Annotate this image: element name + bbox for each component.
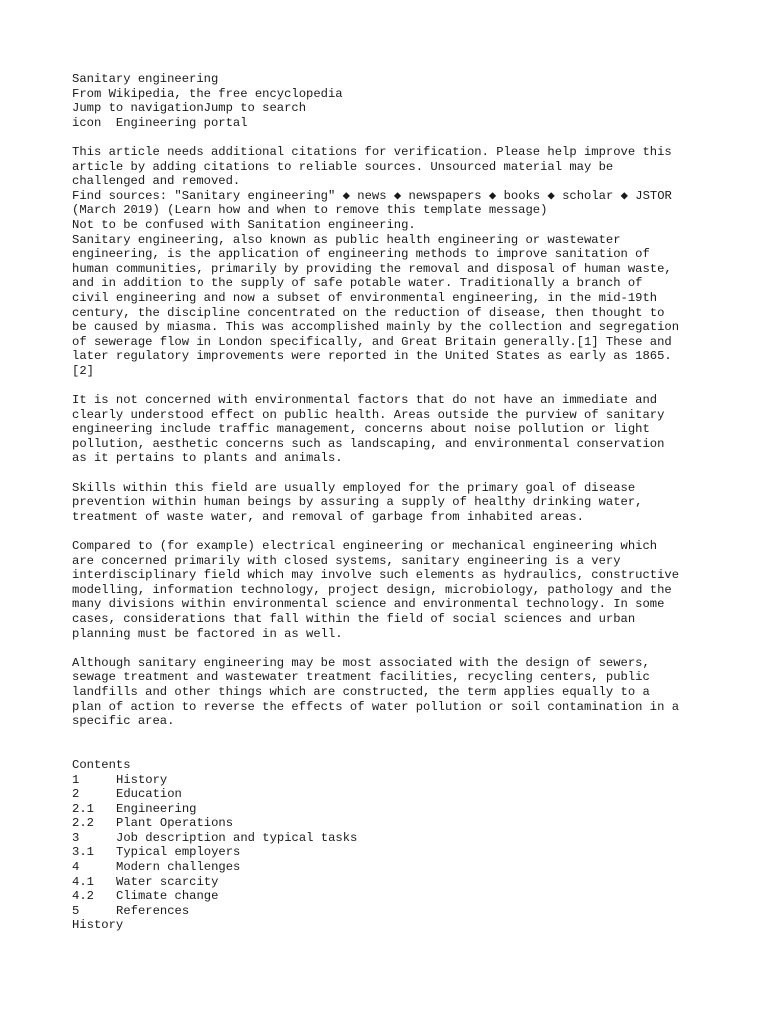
paragraph-line: Compared to (for example) electrical engineering or mechanical engineering which	[72, 539, 658, 553]
toc-label: Modern challenges	[116, 860, 241, 875]
toc-number: 4.2	[72, 889, 94, 904]
article-title: Sanitary engineering	[72, 72, 219, 86]
paragraph-line: prevention within human beings by assuring a supply of healthy drinking water,	[72, 495, 643, 510]
toc-number: 3	[72, 830, 80, 845]
paragraph-line: and in addition to the supply of safe potable water. Traditionally a branch of	[72, 276, 643, 291]
section-heading-history: History	[72, 918, 124, 933]
paragraph-comparison	[72, 539, 712, 641]
paragraph-line: treatment of waste water, and removal of garbage from inhabited areas.	[72, 509, 584, 524]
citation-notice	[72, 145, 712, 233]
toc-label: Engineering	[116, 801, 197, 816]
paragraph-line: specific area.	[72, 714, 175, 729]
toc-item[interactable]	[72, 816, 712, 831]
toc-number: 1	[72, 772, 80, 787]
toc-item[interactable]	[72, 904, 712, 919]
paragraph-line: clearly understood effect on public health. Areas outside the purview of sanitary	[72, 407, 665, 422]
paragraph-applications	[72, 656, 712, 729]
contents-heading: Contents	[72, 757, 131, 772]
paragraph-line: modelling, information technology, project design, microbiology, pathology and the	[72, 582, 672, 597]
paragraph-line: cases, considerations that fall within the field of social sciences and urban	[72, 611, 636, 626]
paragraph-line: sewage treatment and wastewater treatment facilities, recycling centers, public	[72, 670, 650, 685]
paragraph-line: engineering, is the application of engineering methods to improve sanitation of	[72, 247, 650, 262]
table-of-contents	[72, 758, 712, 919]
toc-label: Job description and typical tasks	[116, 830, 358, 845]
notice-line: This article needs additional citations for verification. Please help improve this	[72, 144, 672, 159]
toc-label: References	[116, 903, 190, 918]
hatnote: Not to be confused with Sanitation engineering.	[72, 217, 416, 232]
toc-item[interactable]	[72, 802, 712, 817]
paragraph-line: civil engineering and now a subset of environmental engineering, in the mid-19th	[72, 290, 658, 305]
toc-number: 2	[72, 787, 80, 802]
paragraph-line: Skills within this field are usually employed for the primary goal of disease	[72, 480, 636, 495]
find-sources-line: Find sources: "Sanitary engineering" ◆ news ◆ newspapers ◆ books ◆ scholar ◆ JSTOR	[72, 188, 672, 203]
spacer	[72, 524, 712, 539]
paragraph-line: engineering include traffic management, concerns about noise pollution or light	[72, 422, 650, 437]
toc-label: Education	[116, 787, 182, 802]
paragraph-line: interdisciplinary field which may involve such elements as hydraulics, constructive	[72, 568, 680, 583]
toc-item[interactable]	[72, 860, 712, 875]
toc-label: Plant Operations	[116, 816, 234, 831]
toc-number: 5	[72, 903, 80, 918]
toc-number: 2.1	[72, 801, 94, 816]
toc-label: Water scarcity	[116, 874, 219, 889]
portal-line: icon Engineering portal	[72, 115, 248, 130]
toc-label: Typical employers	[116, 845, 241, 860]
paragraph-line: Sanitary engineering, also known as public health engineering or wastewater	[72, 232, 621, 247]
paragraph-line: It is not concerned with environmental factors that do not have an immediate and	[72, 393, 658, 408]
notice-line: (March 2019) (Learn how and when to remove this template message)	[72, 203, 548, 218]
spacer	[72, 641, 712, 656]
paragraph-line: century, the discipline concentrated on the reduction of disease, then thought to	[72, 305, 665, 320]
spacer	[72, 130, 712, 145]
spacer	[72, 466, 712, 481]
toc-item[interactable]	[72, 889, 712, 904]
paragraph-line: pollution, aesthetic concerns such as landscaping, and environmental conservation	[72, 436, 665, 451]
toc-item[interactable]	[72, 831, 712, 846]
paragraph-line: planning must be factored in as well.	[72, 626, 343, 641]
spacer	[72, 729, 712, 744]
toc-number: 4	[72, 860, 80, 875]
paragraph-line: plan of action to reverse the effects of water pollution or soil contamination in a	[72, 699, 680, 714]
paragraph-line: be caused by miasma. This was accomplished mainly by the collection and segregation	[72, 320, 680, 335]
toc-label: Climate change	[116, 889, 219, 904]
toc-item[interactable]	[72, 875, 712, 890]
paragraph-skills	[72, 481, 712, 525]
paragraph-line: later regulatory improvements were reported in the United States as early as 1865.	[72, 349, 672, 364]
toc-item[interactable]	[72, 787, 712, 802]
paragraph-line: [2]	[72, 363, 94, 378]
paragraph-intro	[72, 233, 712, 379]
toc-number: 4.1	[72, 874, 94, 889]
spacer	[72, 378, 712, 393]
paragraph-line: are concerned primarily with closed systems, sanitary engineering is a very	[72, 553, 621, 568]
toc-number: 2.2	[72, 816, 94, 831]
toc-item[interactable]	[72, 845, 712, 860]
notice-line: article by adding citations to reliable sources. Unsourced material may be	[72, 159, 614, 174]
paragraph-line: human communities, primarily by providing the removal and disposal of human waste,	[72, 261, 672, 276]
toc-item[interactable]	[72, 773, 712, 788]
source-line: From Wikipedia, the free encyclopedia	[72, 86, 343, 101]
notice-line: challenged and removed.	[72, 174, 241, 189]
document-page	[72, 72, 712, 933]
jump-links: Jump to navigationJump to search	[72, 101, 307, 116]
spacer	[72, 743, 712, 758]
toc-label: History	[116, 772, 168, 787]
paragraph-line: Although sanitary engineering may be most associated with the design of sewers,	[72, 655, 650, 670]
paragraph-line: many divisions within environmental science and environmental technology. In some	[72, 597, 665, 612]
toc-number: 3.1	[72, 845, 94, 860]
paragraph-line: as it pertains to plants and animals.	[72, 451, 343, 466]
paragraph-scope	[72, 393, 712, 466]
paragraph-line: of sewerage flow in London specifically, and Great Britain generally.[1] These and	[72, 334, 672, 349]
paragraph-line: landfills and other things which are constructed, the term applies equally to a	[72, 684, 650, 699]
